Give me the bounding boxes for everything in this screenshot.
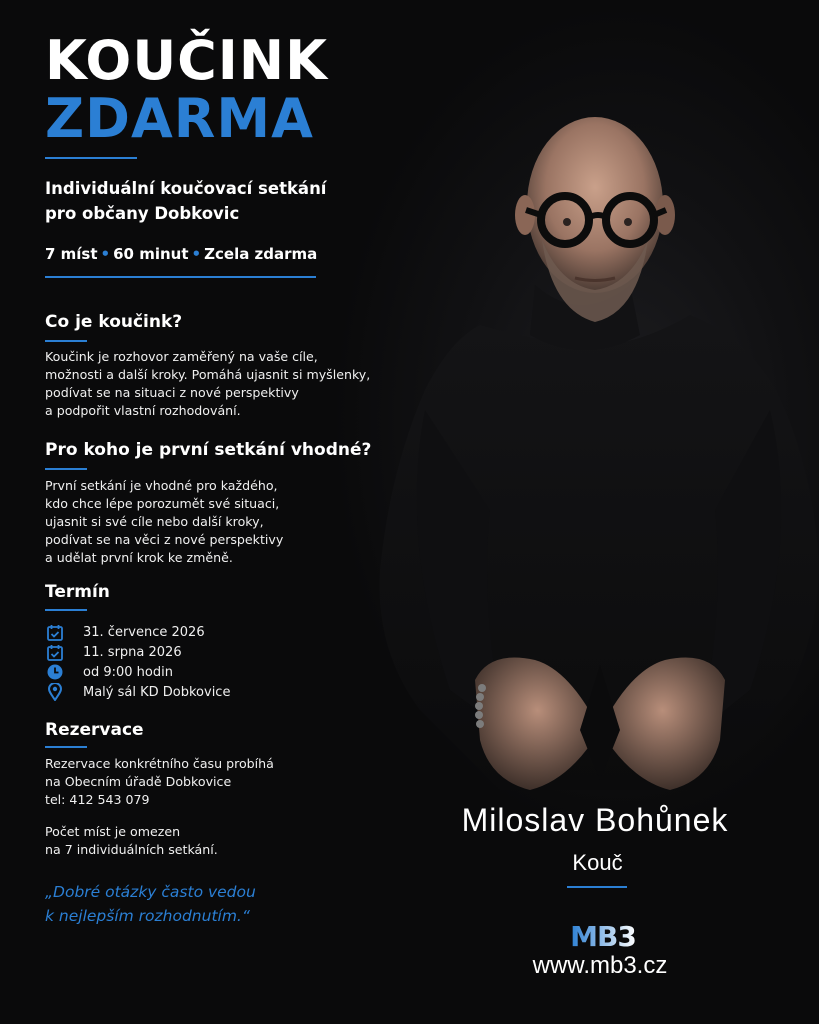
coach-portrait [330,90,819,850]
title-line-1: KOUČINK [45,29,328,92]
fact-price: Zcela zdarma [204,245,318,263]
website-link[interactable]: www.mb3.cz [532,952,668,979]
fact-seats: 7 míst [45,245,98,263]
list-item [45,682,230,702]
fact-duration: 60 minut [113,245,189,263]
coach-role: Kouč [572,850,623,875]
term-date-2: 11. srpna 2026 [83,644,182,660]
list-item [45,642,230,662]
calendar-check-icon [45,643,65,661]
heading-what-is-coaching: Co je koučink? [45,312,183,332]
list-item [45,662,230,682]
facts-line: 7 míst • 60 minut • Zcela zdarma [45,245,318,263]
text-reservation: Rezervace konkrétního času probíhá na Obecním úřadě Dobkovice tel: 412 543 079 [45,756,274,807]
heading-underline [45,609,87,611]
heading-underline [45,746,87,748]
title-line-2: ZDARMA [45,87,314,150]
quote: „Dobré otázky často vedou k nejlepším rozhodnutím.“ [45,883,256,925]
text-seat-limit: Počet míst je omezen na 7 individuálních setkání. [45,824,218,857]
subtitle: Individuální koučovací setkání pro občany Dobkovic [45,179,327,223]
text-what-is-coaching: Koučink je rozhovor zaměřený na vaše cíle, možnosti a další kroky. Pomáhá ujasnit si myšlenky, podívat se na situaci z nové perspektivy a podpořit vlastní rozhodování. [45,349,371,418]
clock-icon [45,663,65,681]
heading-reservation: Rezervace [45,720,144,740]
heading-underline [45,468,87,470]
heading-underline [45,340,87,342]
term-list [45,622,230,702]
text-for-whom: První setkání je vhodné pro každého, kdo chce lépe porozumět své situaci, ujasnit si své cíle nebo další kroky, podívat se na věci z nové perspektivy a udělat první krok ke změně. [45,478,284,565]
mb3-logo [553,918,653,952]
logo-text: MB3 [570,920,636,952]
title-divider [45,157,137,159]
facts-divider [45,276,316,278]
calendar-check-icon [45,623,65,641]
term-date-1: 31. července 2026 [83,624,205,640]
heading-for-whom: Pro koho je první setkání vhodné? [45,440,372,460]
heading-term: Termín [45,582,110,602]
coach-name: Miloslav Bohůnek [461,802,729,838]
list-item [45,622,230,642]
term-time: od 9:00 hodin [83,664,173,680]
term-place: Malý sál KD Dobkovice [83,684,231,700]
role-underline [567,886,627,888]
location-pin-icon [45,683,65,701]
